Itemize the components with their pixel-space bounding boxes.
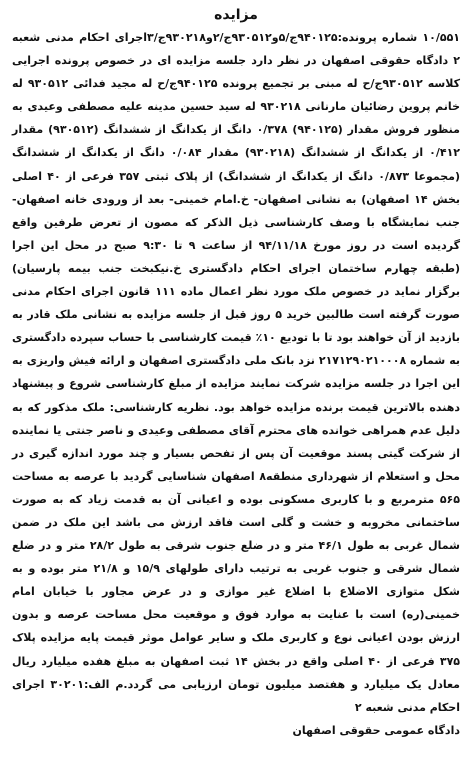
notice-title: مزایده bbox=[214, 7, 258, 23]
notice-body: ۱۰/۵۵۱ شماره پرونده:۹۴۰۱۲۵ج/۵و۹۳۰۵۱۲ج/۲و۹۳۰۲۱۸ج/۳اجرای احکام مدنی شعبه ۲ دادگاه حقوقی اصفهان در نظر دارد جلسه مزایده ای در خصوص پرونده اجرایی کلاسه ۹۳۰۵۱۲ج/ح له مبنی بر تجمیع پرونده ۹۴۰۱۲۵ج/ح له مجید فدائی ۹۳۰۵۱۲ له خانم پروین رضائیان مارنانی ۹۳۰۲۱۸ له سید حسین مدینه علیه مصطفی وعیدی به منظور فروش مقدار (۹۴۰۱۲۵) ۰/۳۷۸ دانگ از یکدانگ از ششدانگ (۹۳۰۵۱۲) مقدار ۰/۴۱۲ از یکدانگ از ششدانگ (۹۳۰۲۱۸) مقدار ۰/۰۸۴ دانگ از یکدانگ از ششدانگ (مجموعا ۰/۸۷۳ دانگ از یکدانگ از ششدانگ) از پلاک ثبتی ۳۵۷ فرعی از ۴۰ اصلی بخش ۱۴ اصفهان) به نشانی اصفهان- خ.امام خمینی- بعد از ورودی خانه اصفهان- جنب نمایشگاه با وصف کارشناسی ذیل الذکر که مصون از تعرض طرفین واقع گردیده است در روز مورخ ۹۴/۱۱/۱۸ از ساعت ۹ تا ۹:۳۰ صبح در محل این اجرا (طبقه چهارم ساختمان اجرای احکام دادگستری خ.نیکبخت جنب بیمه پارسیان) برگزار نماید در خصوص ملک مورد نظر اعمال ماده ۱۱۱ قانون اجرای احکام مدنی صورت گرفته است طالبین خرید ۵ روز قبل از جلسه مزایده به نشانی ملک قادر به بازدید از آن خواهند بود تا با تودیع ۱۰٪ قیمت کارشناسی با حساب سپرده دادگستری به شماره ۲۱۷۱۲۹۰۲۱۰۰۰۸ نزد بانک ملی دادگستری اصفهان و ارائه فیش واریزی به این اجرا در جلسه مزایده شرکت نمایند مزایده از مبلغ کارشناسی شروع و پیشنهاد دهنده بالاترین قیمت برنده مزایده خواهد بود. نظریه کارشناسی: ملک مذکور که به دلیل عدم همراهی خوانده های محترم آقای مصطفی وعیدی و ناصر جنتی یا نماینده از شرکت گیتی پسند موقعیت آن پس از تفحص بسیار و چند مورد اندازه گیری در محل و استعلام از شهرداری منطقه۸ اصفهان شناسایی گردید با عرصه به مساحت ۵۶۵ مترمربع و با کاربری مسکونی بوده و اعیانی آن به قدمت زیاد که به صورت ساختمانی مخروبه و خشت و گلی است فاقد ارزش می باشد این ملک در ضمن شمال غربی به طول ۴۶/۱ متر و در ضلع جنوب شرقی به طول ۲۸/۲ متر و در ضلع شمال شرقی و جنوب غربی به ترتیب دارای طولهای ۱۵/۹ و ۲۱/۸ متر بوده و به شکل متوازی الاضلاع با اضلاع غیر موازی و در عرض مجاور با خیابان امام خمینی(ره) است با عنایت به موارد فوق و موقعیت محل مساحت عرصه و بدون ارزش بودن اعیانی نوع و کاربری ملک و سایر عوامل موثر قیمت پایه مزایده پلاک ۳۷۵ فرعی از ۴۰ اصلی واقع در بخش ۱۴ ثبت اصفهان به مبلغ هفده میلیارد ریال معادل یک میلیارد و هفتصد میلیون تومان ارزیابی می گردد.م الف:۳۰۲۰۱ اجرای احکام مدنی شعبه ۲ bbox=[12, 31, 461, 714]
notice-footer: دادگاه عمومی حقوقی اصفهان bbox=[292, 723, 460, 737]
auction-notice bbox=[8, 4, 464, 766]
